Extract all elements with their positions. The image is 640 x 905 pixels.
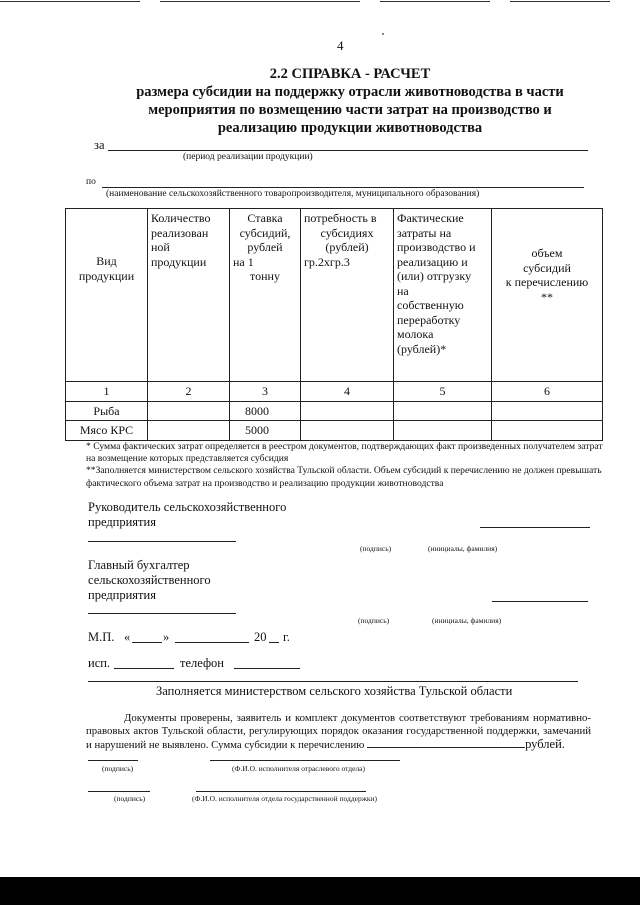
document-subtitle-line2: мероприятия по возмещению части затрат на производство и (148, 102, 552, 118)
date-close-quote: » (163, 630, 170, 644)
accountant-signature-caption: (подпись) (358, 616, 390, 625)
scan-edge-top (0, 0, 640, 5)
cell-amount[interactable] (492, 401, 603, 421)
footnote-ministry: **Заполняется министерством сельского хозяйства Тульской области. Объем субсидий к перечислению не должен превышать фактического объема затрат на производство и реализацию продукции животноводства (86, 465, 602, 489)
head-label-line2: предприятия (88, 515, 156, 529)
head-initials-field[interactable] (480, 527, 590, 528)
head-signature-caption: (подпись) (360, 544, 392, 553)
footnote-costs: * Сумма фактических затрат определяется в реестром документов, подтверждающих факт произведенных получателем затрат на возмещение которых представляется субсидия (86, 441, 603, 465)
table-header-row (66, 209, 603, 382)
scan-edge-bottom (0, 877, 640, 905)
phone-label: телефон (180, 656, 224, 670)
header-rate: Ставка субсидий, рублей на 1 тонну (230, 209, 301, 382)
head-initials-caption: (инициалы, фамилия) (428, 544, 498, 553)
column-number: 6 (492, 382, 603, 402)
cell-need[interactable] (301, 401, 394, 421)
ministry-sig2-line[interactable] (88, 791, 150, 792)
cell-quantity[interactable] (148, 421, 230, 441)
period-caption: (период реализации продукции) (183, 152, 313, 162)
accountant-initials-caption: (инициалы, фамилия) (432, 616, 502, 625)
cell-quantity[interactable] (148, 401, 230, 421)
table-row (66, 421, 603, 441)
executor-field[interactable] (114, 668, 174, 669)
table-row (66, 401, 603, 421)
accountant-label-line2: сельскохозяйственного (88, 573, 211, 587)
date-day-field[interactable] (132, 642, 162, 643)
date-open-quote: « (124, 630, 131, 644)
date-year-field[interactable] (269, 642, 279, 643)
ministry-sig2-caption: (подпись) (114, 794, 146, 803)
period-field[interactable] (108, 150, 588, 151)
cell-product: Рыба (66, 401, 148, 421)
currency-label: рублей. (525, 737, 565, 751)
column-number: 4 (301, 382, 394, 402)
header-product: Вид продукции (66, 209, 148, 382)
ministry-fio2-line[interactable] (196, 791, 366, 792)
cell-costs[interactable] (394, 401, 492, 421)
recipient-prefix: по (86, 177, 96, 187)
document-subtitle-line3: реализацию продукции животноводства (217, 120, 483, 136)
stamp-label: М.П. (88, 630, 115, 644)
head-extra-field[interactable] (88, 541, 236, 542)
document-title: 2.2 СПРАВКА - РАСЧЕТ (269, 66, 431, 82)
date-month-field[interactable] (175, 642, 249, 643)
accountant-label-line3: предприятия (88, 588, 156, 602)
period-prefix: за (94, 138, 105, 152)
accountant-label-line1: Главный бухгалтер (88, 558, 190, 572)
recipient-field[interactable] (102, 187, 584, 188)
ministry-paragraph (86, 712, 591, 752)
cell-amount[interactable] (492, 421, 603, 441)
column-number: 1 (66, 382, 148, 402)
header-amount: объем субсидий к перечислению ** (492, 209, 603, 382)
header-quantity: Количество реализован ной продукции (148, 209, 230, 382)
accountant-extra-field[interactable] (88, 613, 236, 614)
ministry-fio2-caption: (Ф.И.О. исполнителя отдела государственной поддержки) (192, 794, 378, 803)
subsidy-amount-field[interactable] (367, 738, 525, 748)
scan-speck (382, 33, 384, 35)
ministry-fio1-line[interactable] (210, 760, 400, 761)
table-column-numbers (66, 382, 603, 402)
header-need: потребность в субсидиях (рублей) гр.2хгр.3 (301, 209, 394, 382)
column-number: 3 (230, 382, 301, 402)
page-number: 4 (337, 38, 344, 53)
ministry-heading: Заполняется министерством сельского хозяйства Тульской области (156, 684, 513, 698)
cell-rate: 8000 (230, 401, 301, 421)
cell-rate: 5000 (230, 421, 301, 441)
executor-label: исп. (88, 656, 111, 670)
header-costs: Фактические затраты на производство и реализацию и (или) отгрузку на собственную переработку молока (рублей)* (394, 209, 492, 382)
document-subtitle-line1: размера субсидии на поддержку отрасли животноводства в части (136, 84, 564, 100)
accountant-initials-field[interactable] (492, 601, 588, 602)
ministry-paragraph-text: Документы проверены, заявитель и комплект документов соответствуют требованиям нормативно-правовых актов Тульской области, регулирующих порядок оказания государственной поддержки, замечаний и нарушений не выявлено. Сумма субсидии к перечислению (86, 712, 591, 751)
cell-costs[interactable] (394, 421, 492, 441)
ministry-fio1-caption: (Ф.И.О. исполнителя отраслевого отдела) (232, 764, 366, 773)
subsidy-table (65, 208, 603, 441)
footnotes (86, 441, 606, 490)
phone-field[interactable] (234, 668, 300, 669)
ministry-sig1-caption: (подпись) (102, 764, 134, 773)
head-label-line1: Руководитель сельскохозяйственного (88, 500, 287, 514)
date-year-suffix: г. (283, 630, 290, 644)
column-number: 2 (148, 382, 230, 402)
cell-product: Мясо КРС (66, 421, 148, 441)
column-number: 5 (394, 382, 492, 402)
ministry-sig1-line[interactable] (88, 760, 138, 761)
cell-need[interactable] (301, 421, 394, 441)
section-divider (88, 681, 578, 682)
recipient-caption: (наименование сельскохозяйственного товаропроизводителя, муниципального образования) (106, 189, 480, 199)
date-year-prefix: 20 (254, 630, 267, 644)
